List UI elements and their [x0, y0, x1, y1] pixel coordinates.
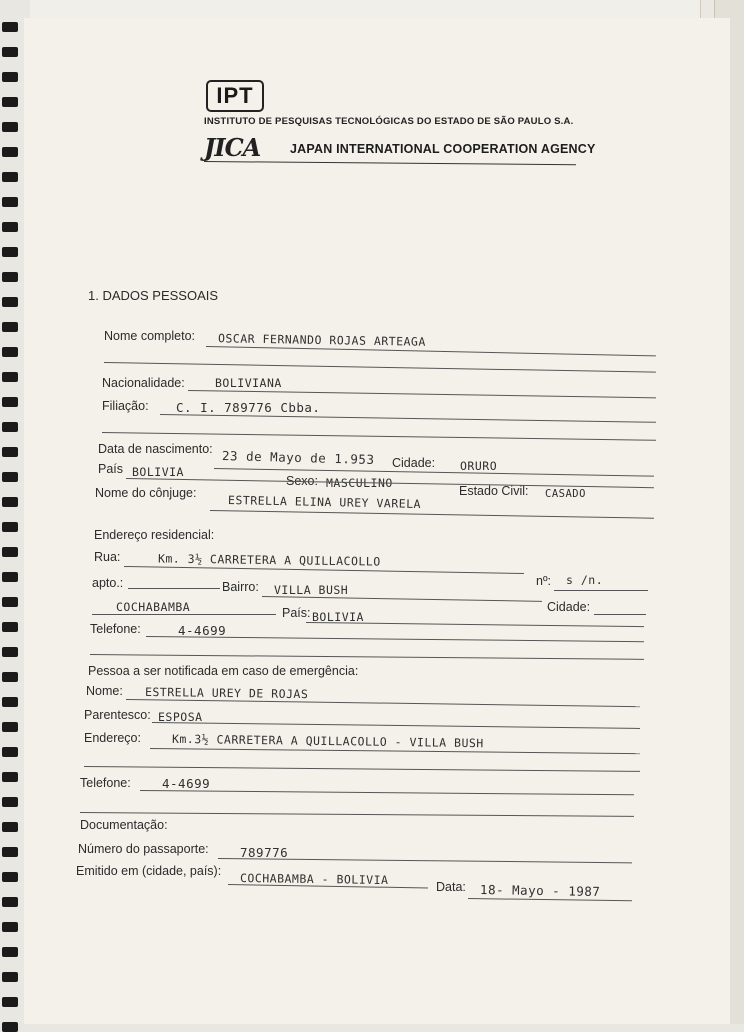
label-emerg-nome: Nome:: [86, 684, 123, 698]
spiral-ring: [2, 197, 18, 207]
label-endereco-residencial: Endereço residencial:: [94, 528, 215, 542]
label-pais: País: [98, 462, 124, 476]
label-rua: Rua:: [94, 550, 121, 564]
spiral-ring: [2, 547, 18, 557]
spiral-ring: [2, 297, 18, 307]
spiral-ring: [2, 447, 18, 457]
spiral-ring: [2, 47, 18, 57]
value-emerg-telefone: 4-4699: [162, 776, 211, 791]
label-telefone: Telefone:: [90, 622, 141, 636]
section-title: 1. DADOS PESSOAIS: [88, 288, 219, 303]
ipt-institute-name: INSTITUTO DE PESQUISAS TECNOLÓGICAS DO ESTADO DE SÃO PAULO S.A.: [204, 116, 574, 127]
spiral-ring: [2, 997, 18, 1007]
value-pais-res: BOLIVIA: [312, 610, 364, 624]
spiral-ring: [2, 322, 18, 332]
value-pais: BOLIVIA: [132, 465, 184, 479]
jica-logo: JICA: [204, 133, 261, 162]
label-sexo: Sexo:: [286, 474, 318, 488]
field-line: [554, 590, 648, 591]
spiral-ring: [2, 247, 18, 257]
spiral-ring: [2, 522, 18, 532]
value-cidade-res: COCHABAMBA: [116, 600, 191, 614]
spiral-ring: [2, 922, 18, 932]
label-data: Data:: [436, 880, 466, 894]
spiral-ring: [2, 472, 18, 482]
field-line: [594, 614, 646, 615]
spiral-ring: [2, 222, 18, 232]
value-emitido-em: COCHABAMBA - BOLIVIA: [239, 870, 389, 888]
value-emerg-endereco: Km.3½ CARRETERA A QUILLACOLLO - VILLA BUSH: [171, 731, 484, 751]
spiral-ring: [2, 22, 18, 32]
spiral-ring: [2, 597, 18, 607]
value-telefone: 4-4699: [178, 623, 227, 638]
spiral-ring: [2, 372, 18, 382]
label-documentacao: Documentação:: [80, 818, 168, 832]
spiral-ring: [2, 772, 18, 782]
value-emerg-nome: ESTRELLA UREY DE ROJAS: [144, 684, 309, 702]
jica-agency-name: JAPAN INTERNATIONAL COOPERATION AGENCY: [290, 142, 596, 156]
label-cidade-res: Cidade:: [547, 600, 591, 614]
value-data: 18- Mayo - 1987: [479, 881, 601, 900]
spiral-ring: [2, 722, 18, 732]
value-sexo: MASCULINO: [326, 476, 393, 490]
value-passaporte: 789776: [240, 845, 289, 860]
spiral-ring: [2, 422, 18, 432]
spiral-ring: [2, 272, 18, 282]
spiral-ring: [2, 622, 18, 632]
label-emerg-telefone: Telefone:: [80, 776, 131, 790]
label-parentesco: Parentesco:: [84, 708, 151, 722]
label-bairro: Bairro:: [222, 580, 259, 594]
spiral-ring: [2, 797, 18, 807]
label-estado-civil: Estado Civil:: [459, 484, 529, 498]
spiral-ring: [2, 697, 18, 707]
label-numero: nº:: [536, 574, 551, 588]
spiral-ring: [2, 822, 18, 832]
value-cidade: ORURO: [460, 459, 498, 473]
value-rua: Km. 3½ CARRETERA A QUILLACOLLO: [157, 551, 381, 569]
spiral-ring: [2, 172, 18, 182]
spiral-ring: [2, 147, 18, 157]
value-parentesco: ESPOSA: [158, 710, 203, 724]
value-nacionalidade: BOLIVIANA: [215, 376, 282, 390]
value-numero: s /n.: [566, 573, 604, 587]
spiral-ring: [2, 347, 18, 357]
value-nome-completo: OSCAR FERNANDO ROJAS ARTEAGA: [217, 331, 426, 349]
spiral-binding: [0, 0, 22, 1024]
label-data-nascimento: Data de nascimento:: [98, 442, 213, 456]
spiral-ring: [2, 122, 18, 132]
label-apto: apto.:: [92, 576, 124, 590]
spiral-ring: [2, 897, 18, 907]
label-passaporte: Número do passaporte:: [78, 842, 209, 856]
spiral-ring: [2, 947, 18, 957]
spiral-ring: [2, 847, 18, 857]
label-cidade: Cidade:: [392, 456, 436, 470]
spiral-ring: [2, 397, 18, 407]
label-nome-completo: Nome completo:: [104, 329, 196, 343]
spiral-ring: [2, 972, 18, 982]
ipt-logo: IPT: [206, 80, 264, 112]
field-line: [92, 614, 276, 615]
value-data-nascimento: 23 de Mayo de 1.953: [221, 448, 375, 467]
spiral-ring: [2, 672, 18, 682]
label-nacionalidade: Nacionalidade:: [102, 376, 185, 390]
spiral-ring: [2, 747, 18, 757]
value-bairro: VILLA BUSH: [274, 583, 349, 597]
spiral-ring: [2, 872, 18, 882]
spiral-ring: [2, 97, 18, 107]
spiral-ring: [2, 572, 18, 582]
label-pais-res: País:: [282, 606, 311, 620]
spiral-ring: [2, 647, 18, 657]
label-nome-conjuge: Nome do cônjuge:: [95, 486, 197, 500]
spiral-ring: [2, 497, 18, 507]
label-emerg-endereco: Endereço:: [84, 731, 141, 745]
value-nome-conjuge: ESTRELLA ELINA UREY VARELA: [227, 492, 422, 512]
value-filiacao: C. I. 789776 Cbba.: [176, 400, 321, 415]
field-line: [128, 588, 220, 589]
label-emergencia: Pessoa a ser notificada em caso de emergência:: [88, 664, 359, 678]
spiral-ring: [2, 72, 18, 82]
label-filiacao: Filiação:: [102, 399, 149, 413]
value-estado-civil: CASADO: [545, 488, 586, 500]
label-emitido-em: Emitido em (cidade, país):: [76, 864, 222, 878]
